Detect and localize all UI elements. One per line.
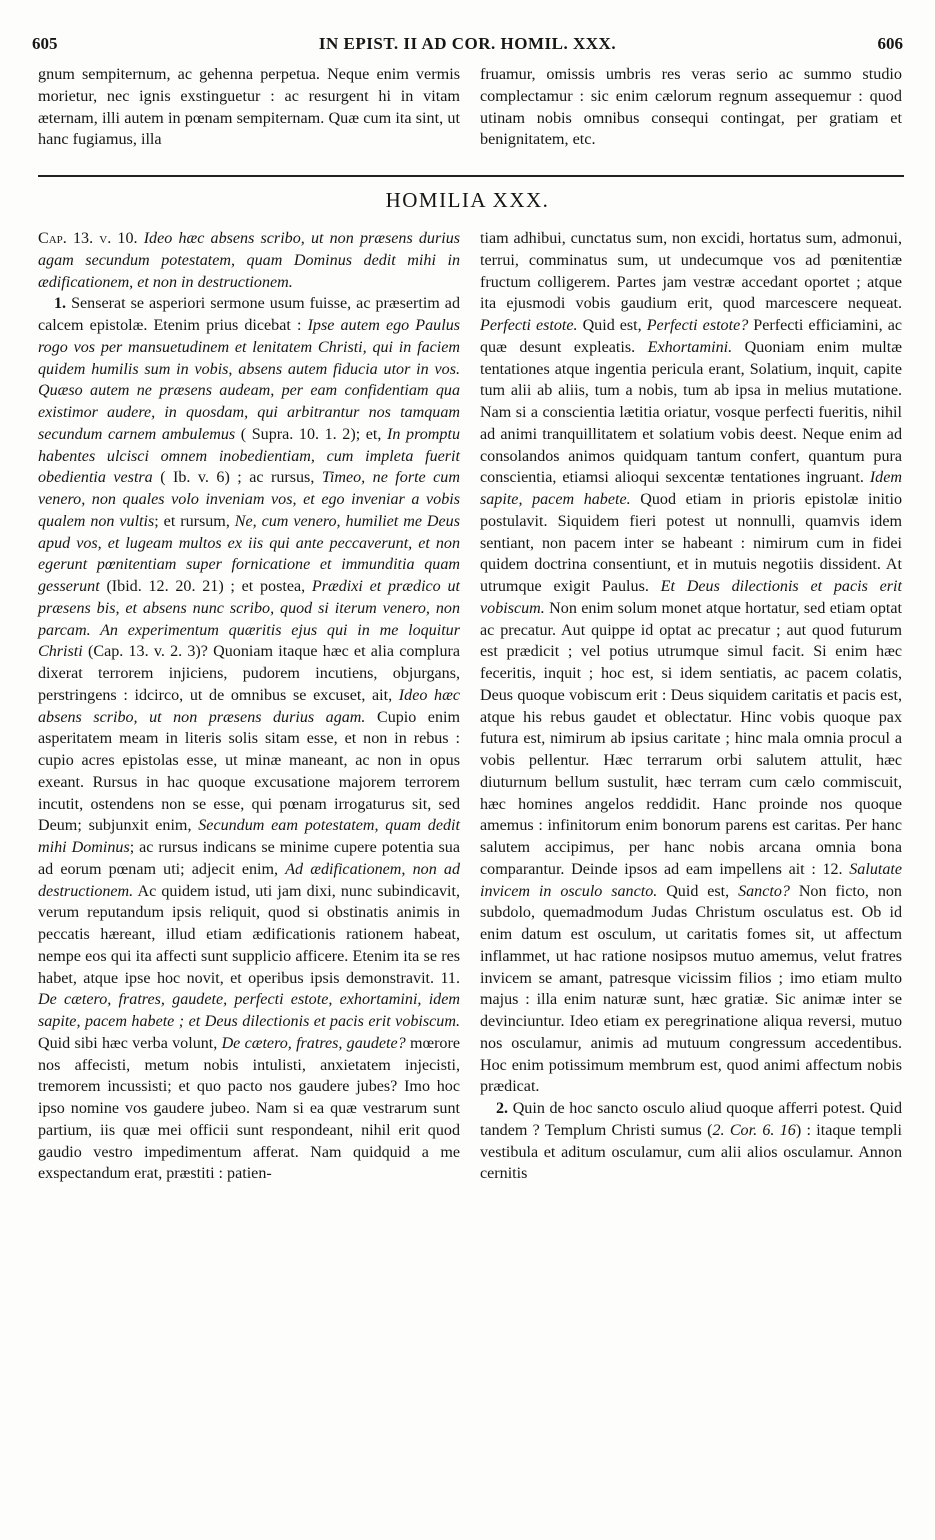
quotation: Idem sapite, pacem habete.: [480, 469, 902, 508]
quotation: De cætero, fratres, gaudete?: [221, 1034, 406, 1052]
previous-homily-ending: [38, 64, 900, 164]
text-run: ; et rursum,: [154, 512, 230, 530]
quotation: Secundum eam potestatem, quam dedit mihi Dominus: [38, 817, 460, 856]
quotation: Perfecti estote.: [480, 317, 578, 334]
text-run: ; ac rursus indicans se minime cupere potentia sua ad eorum pœnam uti; adjecit enim,: [38, 839, 460, 878]
text-run: tiam adhibui, cunctatus sum, non excidi, hortatus sum, admonui, terrui, comminatus sum, ut undecumque vos ad pœnitentiæ fructum colligerem. Partes jam vestræ accedant oportet ; atque ita ejusmodi vobis gaudium erit, quod marcescere nequeat.: [480, 230, 902, 313]
text-run: Quid est,: [666, 882, 730, 900]
running-head: [32, 34, 903, 56]
paragraph-number: 1.: [54, 295, 67, 313]
text-run: (Cap. 13. v. 2. 3)? Quoniam itaque hæc et alia complura dixerat terrorem injiciens, pudorem incutiens, objurgans, perstringens : idcirco, ut de omnibus se excuset, ait,: [38, 643, 460, 704]
left-column: [38, 228, 460, 1185]
text-run: Quoniam enim multæ tentationes atque ingentia pericula erant, Solatium, inquit, capite tum alii ab aliis, tum a nobis, tum ab ipsa in melius mutatione. Nam si a conscientia lætitia oriatur, vosque perfecti fueritis, nihil ad animi tranquillitatem et solatium vobis deest. Neque enim ad consolandos animos quidquam tantum confert, quantum pura conscientia, etiamsi alioqui sexcentæ tentationes ingruant.: [480, 338, 902, 487]
page-number-right: 606: [877, 34, 903, 53]
text-run: Non enim solum monet atque hortatur, sed etiam optat ac precatur. Aut quippe id optat ac precatur ; aut quod futurum est prædicit ; vel potius utrumque simul facit. Si enim hæc feceritis, inquit ; hoc est, si idem sentiatis, ac pacem colatis, Deus quoque vobiscum erit : Deus siquidem caritatis et pacis est, atque his rebus gaudet et oblectatur. Hinc vobis quoque pax futura est, nimirum ab ipsius caritate ; hinc mala omnia procul a vobis pellentur. Hæc terrarum orbi salutem attulit, hæc diuturnum bellum sustulit, hæc terram cum cælo commiscuit, hæc homines angelos reddidit. Hanc proinde nos quoque amemus : infinitorum enim bonorum parens est caritas. Per hanc salutem accipimus, per hanc nobis arcana omnia bona comparantur. Deinde ipsos ad eam impellens ait : 12.: [480, 599, 902, 878]
page-number-left: 605: [32, 34, 58, 53]
homily-title: HOMILIA XXX.: [385, 188, 550, 212]
text-run: ) : itaque templi vestibula et aditum osculamur, cum alii alios osculamur. Annon cernitis: [480, 1121, 902, 1183]
text-run: Quid sibi hæc verba volunt,: [38, 1034, 218, 1052]
text-run: Quid est,: [582, 317, 642, 334]
lemma: [38, 228, 460, 293]
citation: ( Supra. 10. 1. 2); et,: [240, 425, 382, 443]
paragraph-2: [480, 1098, 902, 1185]
quotation: Timeo, ne forte cum venero, non quales volo inveniam vos, et ego inveniar a vobis qualem non vultis: [38, 469, 460, 530]
citation: 2. Cor. 6. 16: [712, 1121, 796, 1139]
paragraph-number: 2.: [496, 1100, 509, 1117]
top-right-column: [480, 64, 902, 151]
homily-body: [38, 228, 904, 1508]
citation: ( Ib. v. 6) ; ac rursus,: [160, 469, 315, 487]
text-run: Quod etiam in prioris epistolæ initio postulavit. Siquidem fieri potest ut nonnulli, quamvis idem sentiant, non pacem inter se habeant : nimirum cum in fidei quidem doctrina consentiunt, et in mutuis negotiis dissident. At utrumque exigit Paulus.: [480, 491, 903, 595]
text-run: Senserat se asperiori sermone usum fuisse, ac præsertim ad calcem epistolæ. Etenim prius dicebat :: [38, 295, 461, 334]
quotation: Salutate invicem in osculo sancto.: [480, 860, 902, 900]
section-divider: [38, 175, 904, 177]
right-column: [480, 228, 902, 1185]
quotation: Ipse autem ego Paulus rogo vos per mansuetudinem et lenitatem Christi, qui in faciem quidem humilis sum in vobis, absens autem fiducia utor in vos. Quæso autem ne præsens audeam, per eam confidentiam qua existimor audere, in quosdam, qui arbitrantur nos tamquam secundum carnem ambulemus: [38, 317, 460, 443]
quotation: De cætero, fratres, gaudete, perfecti estote, exhortamini, idem sapite, pacem habete ; et Deus dilectionis et pacis erit vobiscum.: [38, 991, 460, 1030]
text-run: Quin de hoc sancto osculo aliud quoque afferri potest. Quid tandem ? Templum Christi sumus (: [480, 1100, 902, 1139]
paragraph-1: [38, 293, 460, 1185]
running-title: IN EPIST. II AD COR. HOMIL. XXX.: [318, 34, 617, 53]
citation: (Ibid. 12. 20. 21) ; et postea,: [106, 578, 306, 595]
text-run: Cupio enim asperitatem meam in literis solis sitam esse, et non in rebus : cupio acres epistolas esse, ut minæ maneant, ac non in opus exeant. Rursus in hac quoque excusatione majorem terrorem incutit, ostendens non se esse, qui pœnam irrogaturus sit, sed Deum; subjunxit enim,: [38, 708, 460, 835]
text-run: Perfecti efficiamini, ac quæ desunt expleatis.: [480, 317, 902, 356]
quotation: Perfecti estote?: [646, 317, 749, 334]
quotation: Et Deus dilectionis et pacis erit vobiscum.: [480, 578, 902, 617]
text-run: Non ficto, non subdolo, quemadmodum Judas Christum osculatus est. Ob id enim datum est osculum, ut caritatis fomes sit, ut affectum inflammet, ut hac ratione nosipsos mutuo amemus, velut fratres invicem se amant, patresque vicissim filios ; imo etiam multo majus : illa enim naturæ sunt, hæc gratiæ. Sic animæ inter se devinciuntur. Ideo etiam ex peregrinatione aliqua reversi, mutuo nos osculamur, animis ad mutuum congressum accedentibus. Hoc enim potissimum membrum est, quod animi affectum nobis prædicat.: [480, 882, 902, 1096]
chapter-verse-ref: Cap. 13. v. 10.: [38, 230, 138, 247]
quotation: In promptu habentes ulcisci omnem inobedientiam, cum impleta fuerit obedientia vestra: [38, 425, 460, 487]
paragraph-1-continued: [480, 228, 902, 1098]
top-right-text: fruamur, omissis umbris res veras serio ac summo studio complectamur : sic enim cælorum regnum assequemur : quod utinam nobis omnibus consequi contingat, per gratiam et benignitatem, etc.: [480, 65, 902, 149]
text-run: mœrore nos affecisti, metum nobis intulisti, anxietatem injecisti, tremorem incussisti; et quo pacto nos gaudere jubes? Imo hoc ipso nomine vos gaudere jubeo. Nam si ea quæ vestrarum sunt partium, iis quæ mei officii sunt respondeant, nihil erit quod gaudio vestro impedimentum afferat. Nam quidquid a me exspectandum erat, præstiti : patien-: [38, 1034, 460, 1183]
top-left-text: gnum sempiternum, ac gehenna perpetua. Neque enim vermis morietur, nec ignis exstinguetur : ac resurgent hi in vitam æternam, illi autem in pœnam sempiternam. Quæ cum ita sint, ut hanc fugiamus, illa: [38, 65, 460, 149]
quotation: Ad ædificationem, non ad destructionem.: [38, 860, 460, 900]
quotation: Sancto?: [738, 882, 790, 900]
quotation: Exhortamini.: [647, 338, 733, 356]
quotation: Ideo hæc absens scribo, ut non præsens durius agam.: [38, 686, 460, 726]
quotation: Ne, cum venero, humiliet me Deus apud vos, et lugeam multos ex iis qui ante peccaverunt, et non egerunt pœnitentiam super fornicatione et immunditia quam gesserunt: [38, 512, 460, 595]
quotation: Prædixi et prædico ut præsens bis, et absens nunc scribo, quod si iterum venero, non parcam. An experimentum quæritis ejus qui in me loquitur Christi: [38, 578, 460, 661]
text-run: Ac quidem istud, uti jam dixi, nunc subindicavit, verum reputandum ipsis reliquit, quod si obstinatis animis in peccatis hæreant, illud etiam ædificationis rationem habeat, nempe eos qui ita affecti sunt supplicio afficere. Etenim ita se res habet, atque ipse hoc novit, et operibus ipsis demonstravit. 11.: [38, 882, 461, 987]
lemma-text: Ideo hæc absens scribo, ut non præsens durius agam secundum potestatem, quam Dominus dedit mihi in ædificationem, et non in destructionem.: [38, 230, 461, 291]
top-left-column: [38, 64, 460, 151]
